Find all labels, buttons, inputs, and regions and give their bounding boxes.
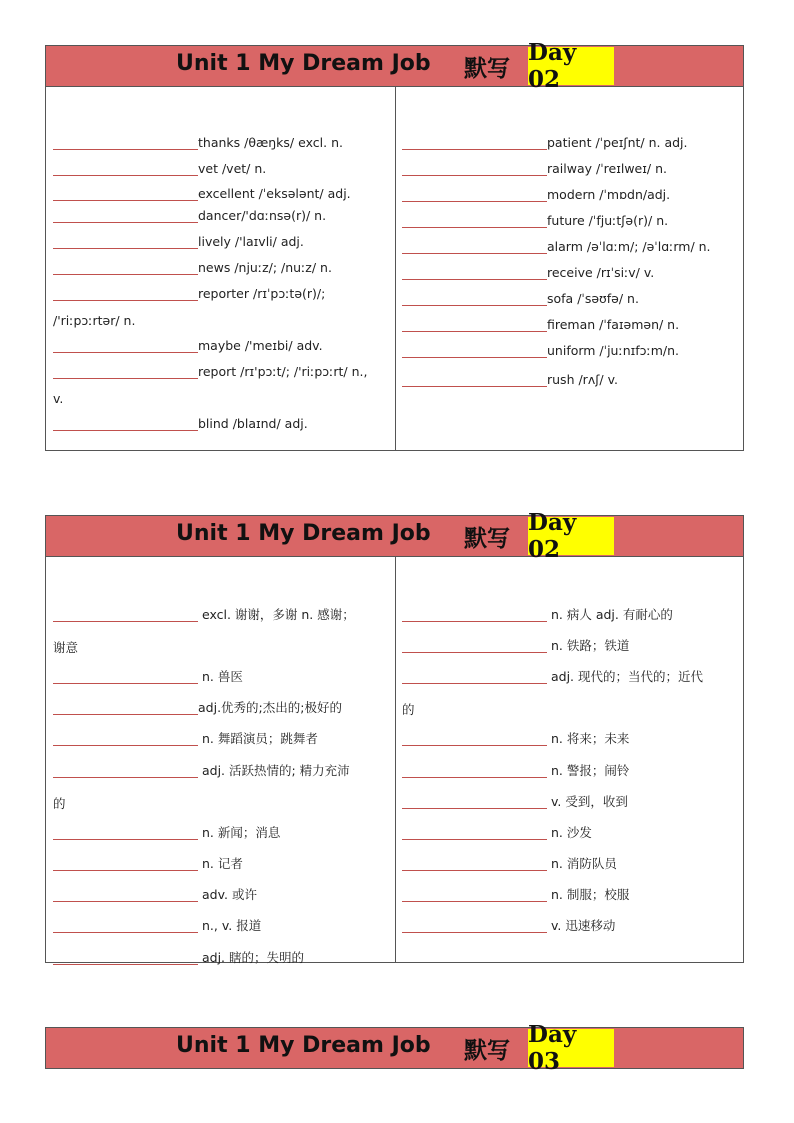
meaning-row: n. 消防队员 [402,856,617,872]
vocab-row: fireman /ˈfaɪəmən/ n. [402,317,679,333]
vocab-row: future /ˈfjuːtʃə(r)/ n. [402,213,668,229]
day-badge: Day 03 [528,1029,614,1067]
meaning-row: v. 迅速移动 [402,918,615,934]
answer-blank[interactable] [53,731,198,746]
answer-blank[interactable] [53,208,198,223]
answer-blank[interactable] [53,338,198,353]
meaning-row: excl. 谢谢，多谢 n. 感谢； [53,607,355,623]
answer-blank[interactable] [53,186,198,201]
day-badge: Day 02 [528,47,614,85]
meaning-row-continuation: 谢意 [53,640,79,655]
answer-blank[interactable] [402,638,547,653]
day-badge: Day 02 [528,517,614,555]
answer-blank[interactable] [402,343,547,358]
vocab-row: rush /rʌʃ/ v. [402,372,618,388]
answer-blank[interactable] [402,239,547,254]
answer-blank[interactable] [402,794,547,809]
vocab-row: receive /rɪˈsiːv/ v. [402,265,654,281]
left-column [46,557,396,965]
right-column [395,87,745,450]
vocab-row-continuation: /'riːpɔːrtər/ n. [53,313,136,328]
block-header [45,509,744,563]
answer-blank[interactable] [402,825,547,840]
unit-title: Unit 1 My Dream Job [176,51,431,76]
answer-blank[interactable] [53,364,198,379]
vocab-row: sofa /ˈsəʊfə/ n. [402,291,639,307]
dictation-label: 默写 [464,55,510,82]
answer-blank[interactable] [53,161,198,176]
meaning-row-continuation: 的 [402,702,415,717]
right-column [395,557,745,962]
answer-blank[interactable] [402,161,547,176]
answer-blank[interactable] [402,291,547,306]
answer-blank[interactable] [402,213,547,228]
answer-blank[interactable] [53,260,198,275]
vocab-row: railway /ˈreɪlweɪ/ n. [402,161,667,177]
answer-blank[interactable] [53,286,198,301]
vocab-row: modern /ˈmɒdn/adj. [402,187,670,203]
worksheet-block-1 [45,39,744,451]
answer-blank[interactable] [53,918,198,933]
meaning-row: adj. 活跃热情的; 精力充沛 [53,763,350,779]
answer-blank[interactable] [53,856,198,871]
meaning-row: n. 舞蹈演员；跳舞者 [53,731,318,747]
vocab-row: news /njuːz/; /nuːz/ n. [53,260,332,276]
answer-blank[interactable] [402,669,547,684]
answer-blank[interactable] [53,607,198,622]
block-header [45,39,744,93]
answer-blank[interactable] [402,763,547,778]
worksheet-block-2 [45,509,744,965]
vocab-row: blind /blaɪnd/ adj. [53,416,308,432]
answer-blank[interactable] [53,887,198,902]
meaning-row: n. 制服；校服 [402,887,629,903]
answer-blank[interactable] [53,763,198,778]
vocab-row: uniform /ˈjuːnɪfɔːm/n. [402,343,679,359]
vocab-row: thanks /θæŋks/ excl. n. [53,135,343,151]
meaning-row: n. 记者 [53,856,243,872]
vocab-row: excellent /ˈeksələnt/ adj. [53,186,351,202]
answer-blank[interactable] [53,135,198,150]
answer-blank[interactable] [402,372,547,387]
worksheet-block-3 [45,1021,744,1075]
vocab-row: reporter /rɪˈpɔːtə(r)/; [53,286,325,302]
dictation-label: 默写 [464,1037,510,1064]
unit-title: Unit 1 My Dream Job [176,1033,431,1058]
vocab-row: vet /vet/ n. [53,161,266,177]
vocab-row: dancer/'dɑːnsə(r)/ n. [53,208,326,224]
meaning-row: adj.优秀的;杰出的;极好的 [53,700,342,716]
answer-blank[interactable] [53,700,198,715]
vocab-row: report /rɪ'pɔːt/; /'riːpɔːrt/ n., [53,364,367,380]
answer-blank[interactable] [53,950,198,965]
meaning-row: n. 病人 adj. 有耐心的 [402,607,673,623]
answer-blank[interactable] [402,265,547,280]
answer-blank[interactable] [402,317,547,332]
answer-blank[interactable] [53,825,198,840]
answer-blank[interactable] [402,887,547,902]
meaning-row: n., v. 报道 [53,918,261,934]
answer-blank[interactable] [402,607,547,622]
meaning-row: n. 铁路；铁道 [402,638,629,654]
left-column [46,87,396,450]
meaning-row-continuation: 的 [53,796,66,811]
meaning-table [45,557,744,963]
meaning-row: n. 兽医 [53,669,243,685]
vocab-row: patient /ˈpeɪʃnt/ n. adj. [402,135,688,151]
dictation-label: 默写 [464,525,510,552]
answer-blank[interactable] [402,187,547,202]
meaning-row: n. 警报；闹铃 [402,763,629,779]
answer-blank[interactable] [53,669,198,684]
meaning-row: adv. 或许 [53,887,257,903]
meaning-row: n. 沙发 [402,825,592,841]
answer-blank[interactable] [402,135,547,150]
answer-blank[interactable] [402,856,547,871]
answer-blank[interactable] [402,731,547,746]
block-header [45,1021,744,1075]
meaning-row: adj. 瞎的；失明的 [53,950,304,966]
meaning-row: adj. 现代的；当代的；近代 [402,669,703,685]
meaning-row: n. 新闻；消息 [53,825,280,841]
vocab-row: maybe /'meɪbi/ adv. [53,338,323,354]
vocab-table [45,87,744,451]
meaning-row: n. 将来；未来 [402,731,629,747]
meaning-row: v. 受到，收到 [402,794,628,810]
answer-blank[interactable] [53,234,198,249]
vocab-row: alarm /əˈlɑːm/; /əˈlɑːrm/ n. [402,239,711,255]
answer-blank[interactable] [53,416,198,431]
vocab-row: lively /'laɪvli/ adj. [53,234,304,250]
unit-title: Unit 1 My Dream Job [176,521,431,546]
vocab-row-continuation: v. [53,391,64,406]
answer-blank[interactable] [402,918,547,933]
